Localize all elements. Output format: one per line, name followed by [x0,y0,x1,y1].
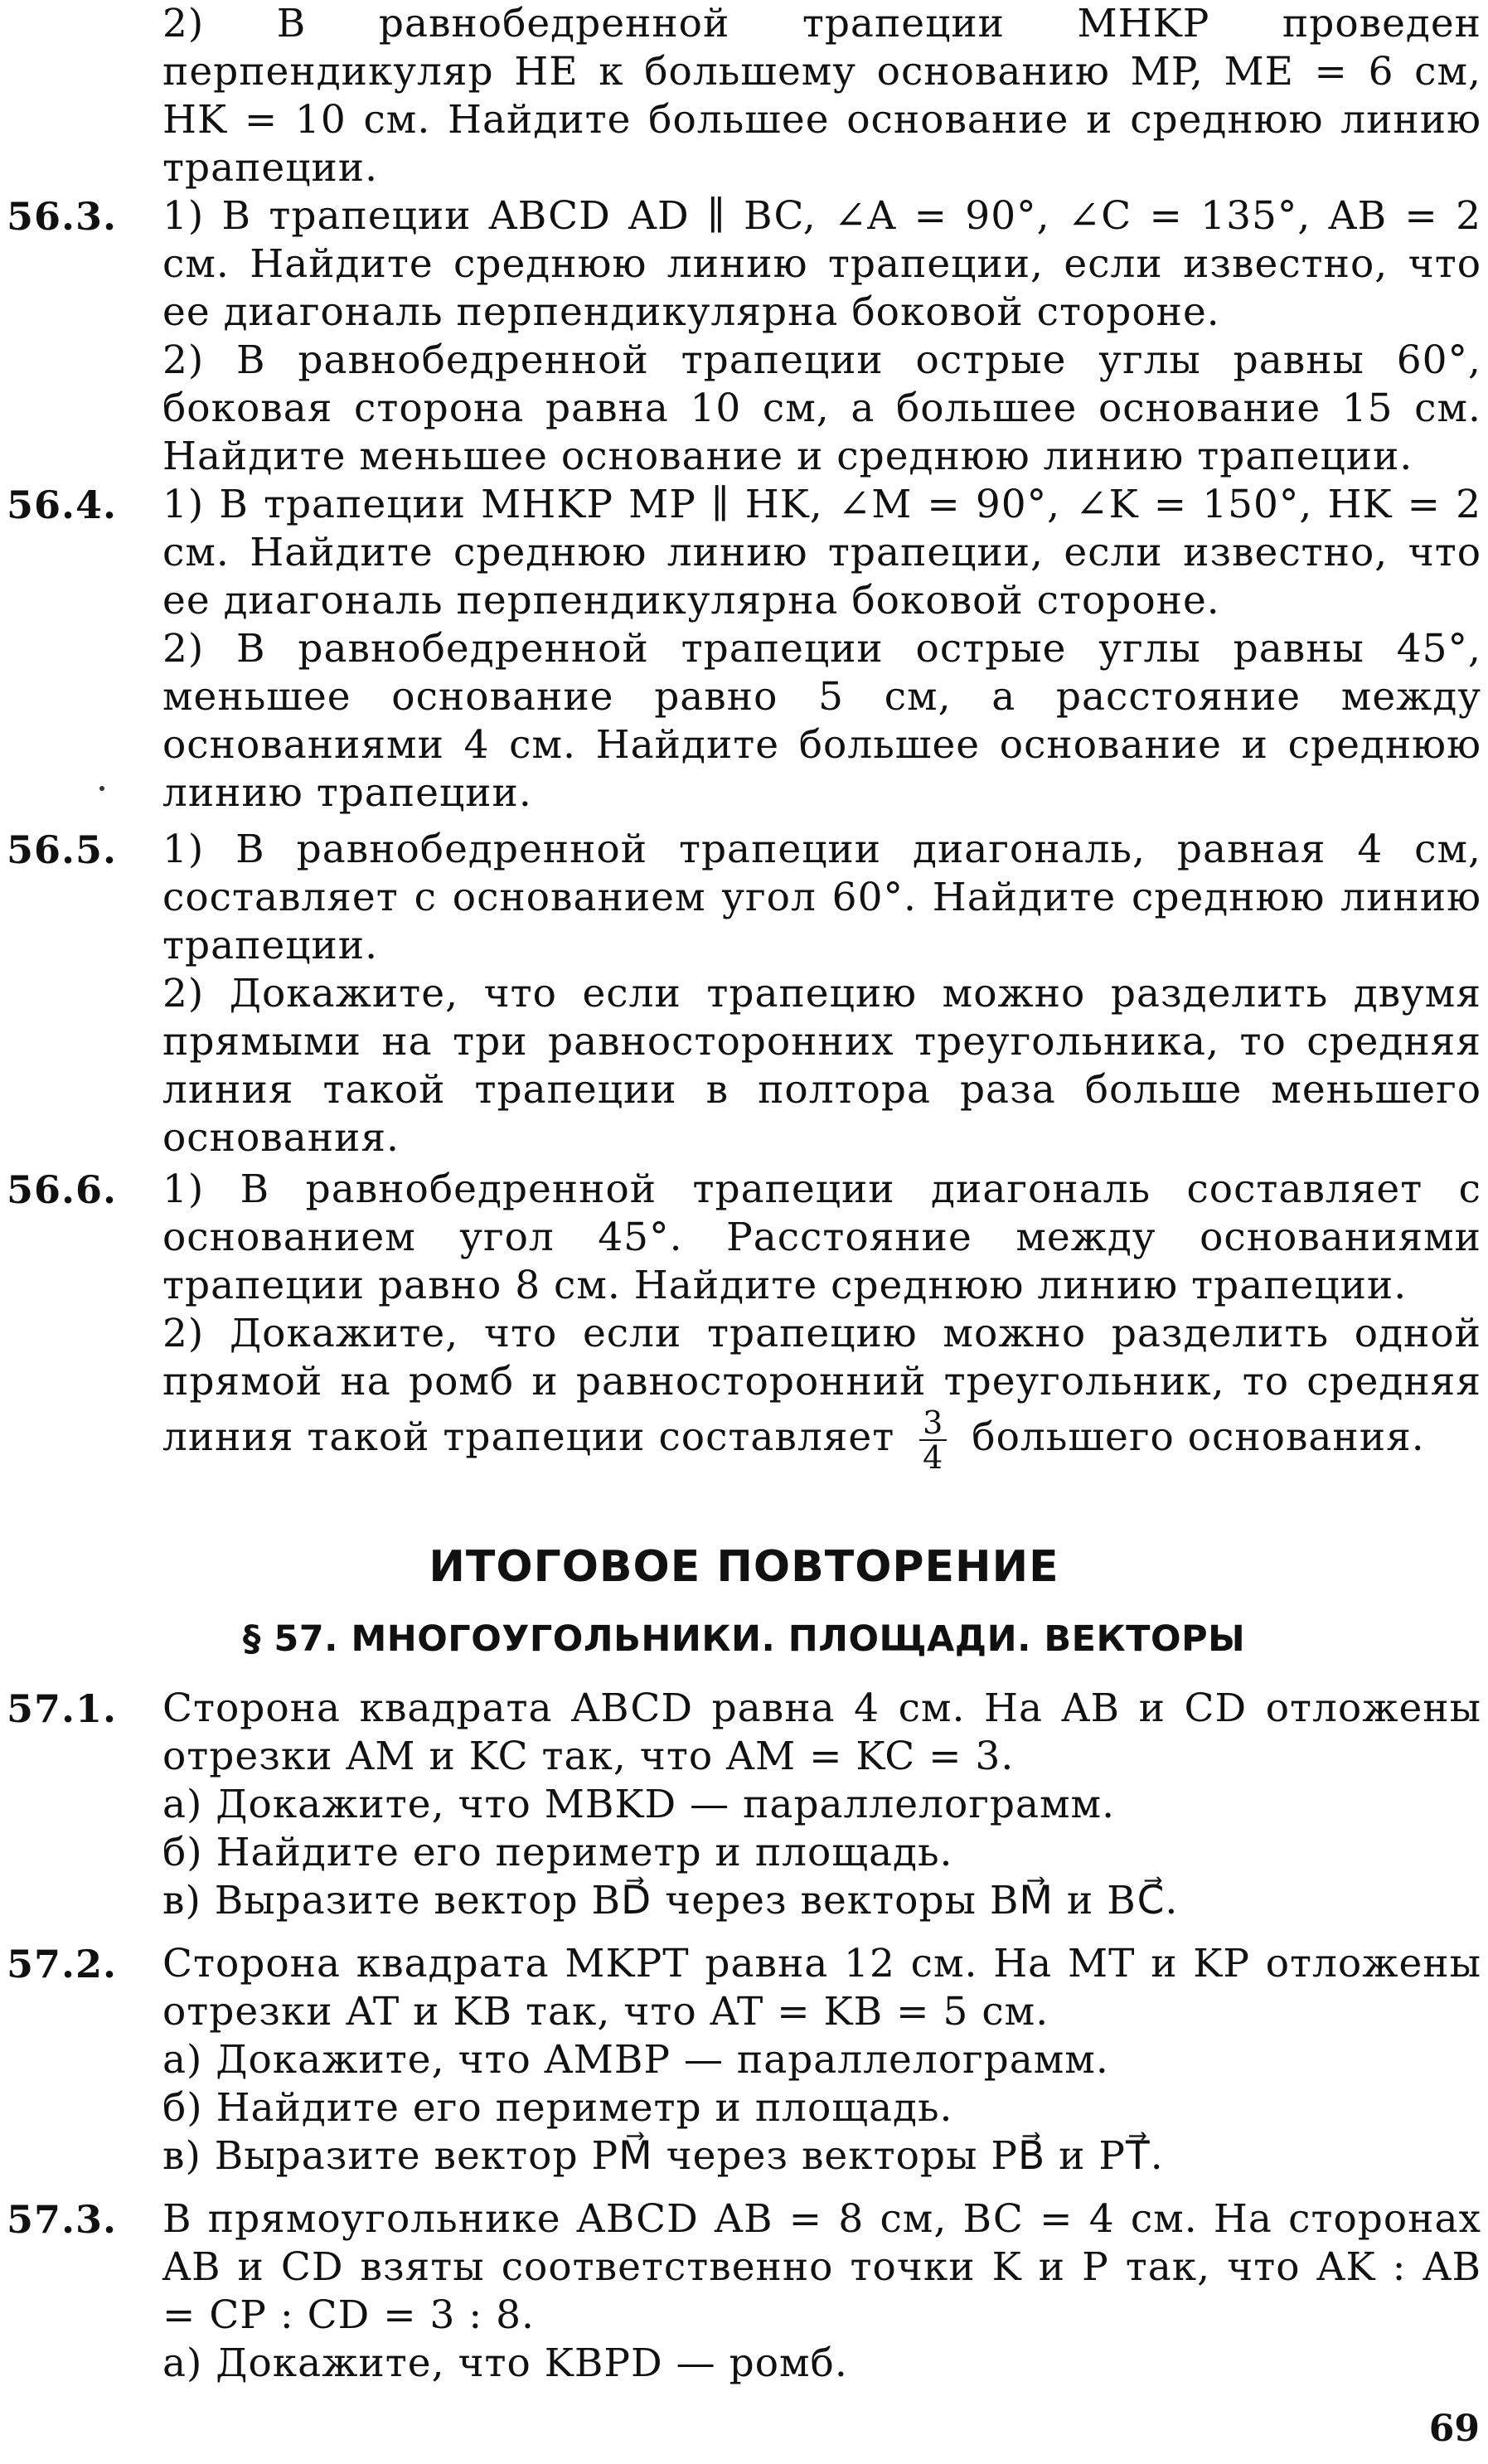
section-title: ИТОГОВОЕ ПОВТОРЕНИЕ [429,1542,1059,1592]
problem-item-a: а) Докажите, что MBKD — параллелограмм. [162,1782,1116,1827]
fraction-three-quarters [919,1406,947,1474]
problem-number: 56.4. [7,483,118,527]
problem-item-b: б) Найдите его периметр и площадь. [162,1830,953,1875]
problem-part-1: 1) В равнобедренной трапеции диагональ, равная 4 см, составляет с основанием угол 60°. Найдите среднюю линию трапеции. [162,827,1481,968]
problem-part-1: 1) В трапеции MHKP MP ∥ HK, ∠M = 90°, ∠K = 150°, HK = 2 см. Найдите среднюю линию трапеции, если известно, что ее диагональ перпендикулярна боковой стороне. [162,482,1481,623]
problem-text: 2) В равнобедренной трапеции MHKP проведен перпендикуляр HE к большему основанию MP, ME = 6 см, HK = 10 см. Найдите большее основание и среднюю линию трапеции. [162,1,1481,191]
problem-part-2: 2) В равнобедренной трапеции острые углы равны 60°, боковая сторона равна 10 см, а большее основание 15 см. Найдите меньшее основание и среднюю линию трапеции. [162,337,1481,479]
print-speck [99,786,104,791]
problem-part-2: 2) В равнобедренной трапеции острые углы равны 45°, меньшее основание равно 5 см, а расстояние между основаниями 4 см. Найдите большее основание и среднюю линию трапеции. [162,626,1481,816]
problem-number: 57.2. [7,1942,118,1986]
problem-statement: В прямоугольнике ABCD AB = 8 см, BC = 4 см. На сторонах AB и CD взяты соответственно точки K и P так, что AK : AB = CP : CD = 3 : 8. [162,2196,1481,2338]
problem-part-2-text-end: большего основания. [972,1414,1425,1460]
problem-number: 56.6. [7,1167,118,1212]
problem-part-2 [162,1310,1481,1474]
problem-statement: Сторона квадрата MKPT равна 12 см. На MT и KP отложены отрезки AT и KB так, что AT = KB = 5 см. [162,1941,1481,2035]
problem-part-2-text: 2) Докажите, что если трапецию можно разделить одной прямой на ромб и равносторонний треугольник, то средняя линия такой трапеции составляет [162,1311,1481,1460]
problem-number: 56.5. [7,827,118,872]
problem-statement: Сторона квадрата ABCD равна 4 см. На AB и CD отложены отрезки AM и KC так, что AM = KC = 3. [162,1686,1481,1779]
problem-number: 56.3. [7,194,118,239]
problem-part-1: 1) В трапеции ABCD AD ∥ BC, ∠A = 90°, ∠C = 135°, AB = 2 см. Найдите среднюю линию трапеции, если известно, что ее диагональ перпендикулярна боковой стороне. [162,193,1481,335]
problem-item-a: а) Докажите, что KBPD — ромб. [162,2340,848,2386]
problem-number: 57.3. [7,2197,118,2242]
problem-item-c: в) Выразите вектор BD⃗ через векторы BM⃗ и BC⃗. [162,1878,1179,1923]
problem-item-a: а) Докажите, что AMBP — параллелограмм. [162,2037,1109,2083]
problem-item-c: в) Выразите вектор PM⃗ через векторы PB⃗ и PT⃗. [162,2133,1164,2179]
fraction-numerator: 3 [919,1406,947,1441]
problem-item-b: б) Найдите его периметр и площадь. [162,2085,953,2131]
section-subtitle: § 57. МНОГОУГОЛЬНИКИ. ПЛОЩАДИ. ВЕКТОРЫ [242,1618,1246,1660]
problem-part-2: 2) Докажите, что если трапецию можно разделить двумя прямыми на три равносторонних треугольника, то средняя линия такой трапеции в полтора раза больше меньшего основания. [162,971,1481,1161]
problem-part-1: 1) В равнобедренной трапеции диагональ составляет с основанием угол 45°. Расстояние между основаниями трапеции равно 8 см. Найдите среднюю линию трапеции. [162,1167,1481,1308]
page-number: 69 [1428,2408,1480,2450]
fraction-denominator: 4 [923,1439,944,1476]
problem-number: 57.1. [7,1686,118,1731]
